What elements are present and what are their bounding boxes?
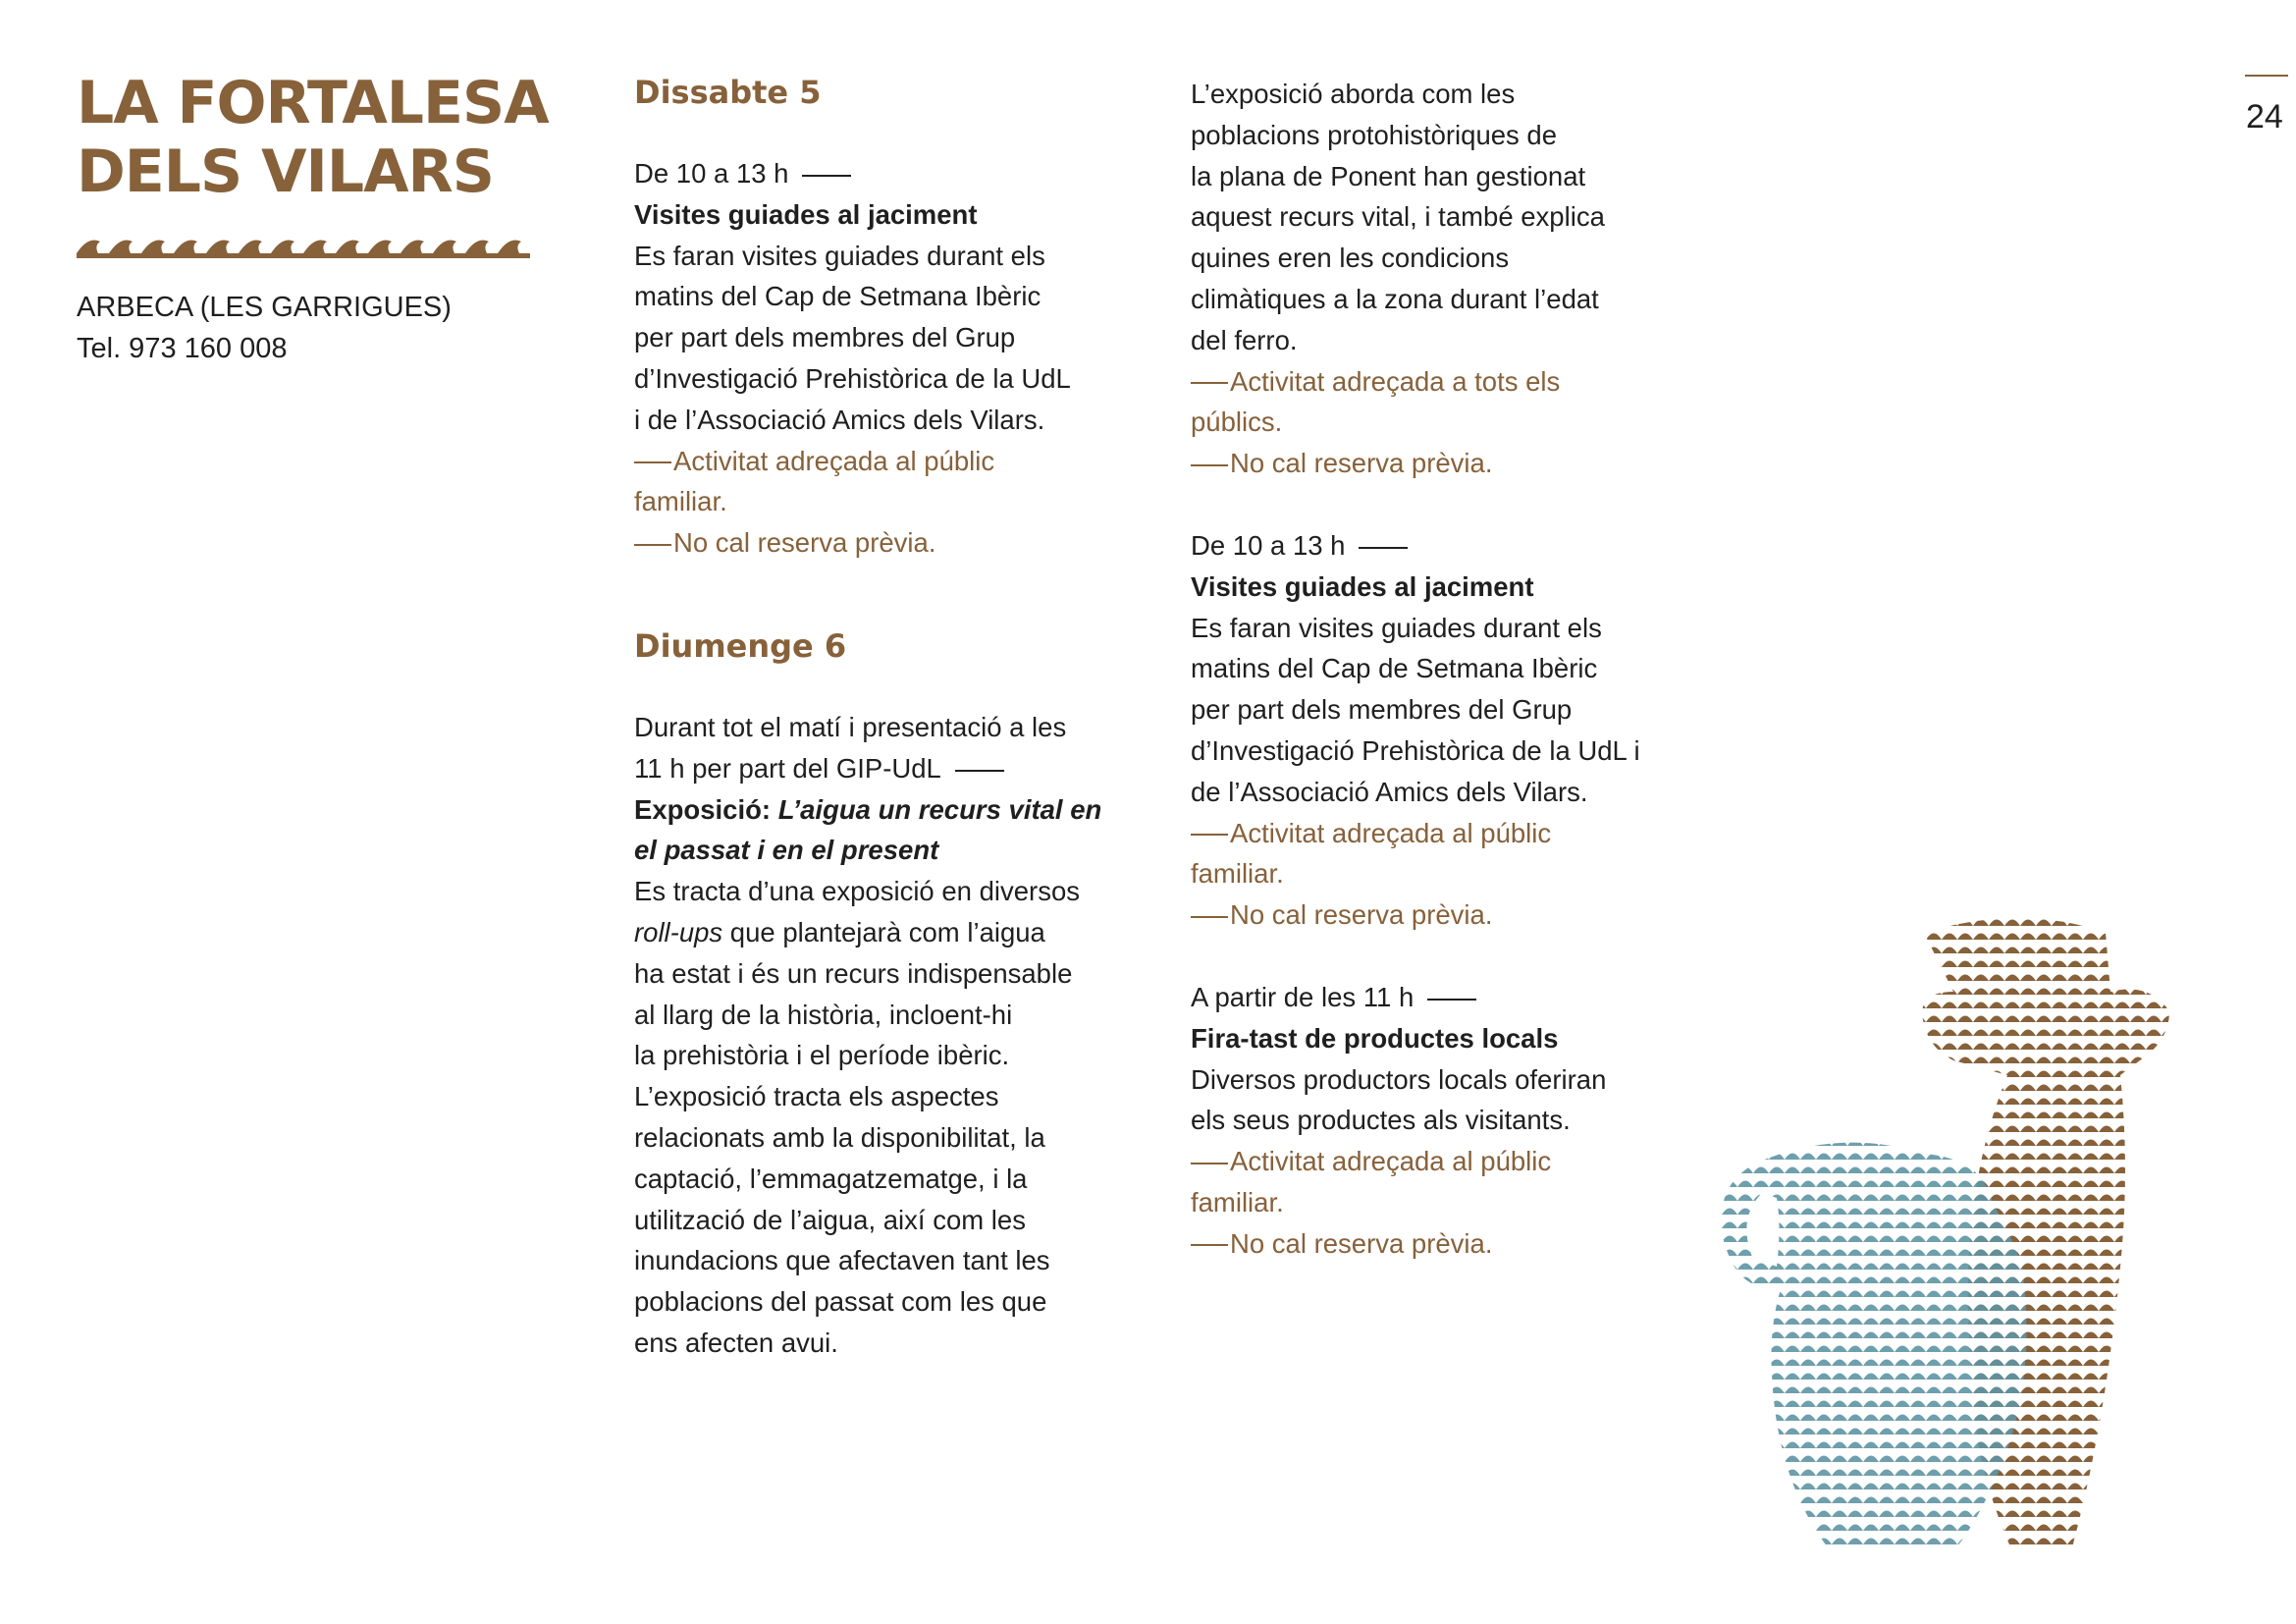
cont-line-6: del ferro. (1191, 324, 1298, 355)
saturday-audience-note (634, 441, 1145, 482)
sunday-line-first: Es tracta d’una exposició en diversos (634, 876, 1080, 907)
sunday-line-1: al llarg de la història, incloent-hi (634, 999, 1013, 1030)
sunday-line-2: la prehistòria i el període ibèric. (634, 1040, 1010, 1071)
visit-line-1: matins del Cap de Setmana Ibèric (1191, 653, 1598, 684)
fair-note1-line1: Activitat adreçada al públic (1230, 1146, 1552, 1177)
saturday-note2-text: No cal reserva prèvia. (673, 527, 936, 559)
cont-line-0: L’exposició aborda com les (1191, 79, 1516, 109)
dash-divider (802, 175, 851, 177)
saturday-audience-note-2: familiar. (634, 486, 727, 517)
cont-line-1: poblacions protohistòriques de (1191, 119, 1558, 150)
page-number-rule (2245, 75, 2288, 77)
column-continued (1191, 74, 1740, 1265)
sunday-line-0: ha estat i és un recurs indispensable (634, 957, 1073, 989)
sunday-line-8: poblacions del passat com les que (634, 1286, 1047, 1318)
cont-line-5: climàtiques a la zona durant l’edat (1191, 283, 1599, 314)
saturday-note1-line1: Activitat adreçada al públic (673, 445, 995, 476)
column-saturday-sunday (634, 71, 1145, 1364)
visit-note2-text: No cal reserva prèvia. (1230, 899, 1493, 931)
rollups-rest: que plantejarà com l’aigua (722, 916, 1045, 947)
page-title (77, 69, 549, 206)
dash-divider (1359, 547, 1408, 549)
wave-divider-icon (77, 232, 530, 261)
cont-line-3: aquest recurs vital, i també explica (1191, 201, 1605, 233)
saturday-time (634, 153, 1145, 194)
visit-audience-note-2: familiar. (1191, 858, 1284, 890)
page-number: 24 (2246, 98, 2283, 135)
saturday-line-2: per part dels membres del Grup (634, 322, 1016, 353)
saturday-line-3: d’Investigació Prehistòrica de la UdL (634, 362, 1071, 394)
visit-line-4: de l’Associació Amics dels Vilars. (1191, 776, 1588, 807)
saturday-line-4: i de l’Associació Amics dels Vilars. (634, 404, 1045, 435)
sunday-line-9: ens afecten avui. (634, 1326, 838, 1358)
location-text: ARBECA (LES GARRIGUES) (77, 292, 452, 323)
rollups-italic: roll-ups (634, 916, 723, 947)
exhibition-prefix: Exposició: (634, 793, 772, 825)
fair-audience-note-2: familiar. (1191, 1186, 1284, 1218)
sunday-event-title (634, 789, 1145, 831)
exhibition-title-line-1: L’aigua un recurs vital en (777, 793, 1102, 825)
fair-reservation-note (1191, 1223, 1740, 1265)
visit-note1-line1: Activitat adreçada al públic (1230, 817, 1552, 848)
sunday-time-line-2-text: 11 h per part del GIP-UdL (634, 752, 941, 784)
cont-reservation-note (1191, 443, 1740, 484)
fair-line-0: Diversos productors locals oferiran (1191, 1063, 1607, 1095)
cont-line-2: la plana de Ponent han gestionat (1191, 160, 1586, 191)
dash-divider (955, 770, 1004, 772)
sunday-line-4: relacionats amb la disponibilitat, la (634, 1121, 1045, 1153)
cont-audience-note (1191, 361, 1740, 403)
sunday-line-rollups (634, 912, 1145, 953)
saturday-line-1: matins del Cap de Setmana Ibèric (634, 281, 1041, 312)
saturday-heading: Dissabte 5 (634, 74, 822, 111)
amphora-jug-illustration (1659, 913, 2248, 1561)
saturday-reservation-note (634, 522, 1145, 564)
visit-time-text: De 10 a 13 h (1191, 529, 1346, 561)
exhibition-title-line-2: el passat i en el present (634, 835, 939, 866)
phone-text: Tel. 973 160 008 (77, 333, 288, 364)
cont-note1-line1: Activitat adreçada a tots els (1230, 365, 1561, 397)
location-block (77, 287, 452, 369)
sunday-event-title-2 (634, 830, 1145, 871)
fair-line-1: els seus productes als visitants. (1191, 1105, 1571, 1136)
sunday-line-3: L’exposició tracta els aspectes (634, 1081, 999, 1112)
visit-line-3: d’Investigació Prehistòrica de la UdL i (1191, 734, 1640, 766)
fair-time (1191, 977, 1740, 1018)
visit-event-title: Visites guiades al jaciment (1191, 570, 1534, 602)
title-line-1: LA FORTALESA (77, 69, 549, 137)
sunday-time-line-1: Durant tot el matí i presentació a les (634, 711, 1067, 742)
sunday-line-5: captació, l’emmagatzematge, i la (634, 1163, 1028, 1194)
sunday-line-6: utilització de l’aigua, així com les (634, 1204, 1026, 1235)
dash-divider (1427, 999, 1476, 1001)
visit-audience-note (1191, 813, 1740, 854)
visit-line-2: per part dels membres del Grup (1191, 694, 1573, 726)
fair-audience-note (1191, 1141, 1740, 1182)
fair-event-title: Fira-tast de productes locals (1191, 1022, 1559, 1054)
cont-audience-note-2: públics. (1191, 406, 1283, 438)
cont-line-4: quines eren les condicions (1191, 243, 1510, 274)
cont-note2-text: No cal reserva prèvia. (1230, 448, 1493, 479)
sunday-time-line-2 (634, 748, 1145, 789)
sunday-line-7: inundacions que afectaven tant les (634, 1245, 1050, 1276)
saturday-time-text: De 10 a 13 h (634, 158, 789, 189)
sunday-heading: Diumenge 6 (634, 626, 847, 665)
visit-line-0: Es faran visites guiades durant els (1191, 612, 1602, 643)
visit-reservation-note (1191, 894, 1740, 936)
fair-note2-text: No cal reserva prèvia. (1230, 1227, 1493, 1259)
saturday-event-title: Visites guiades al jaciment (634, 198, 978, 230)
visit-time (1191, 525, 1740, 567)
title-line-2: DELS VILARS (77, 137, 494, 206)
fair-time-text: A partir de les 11 h (1191, 981, 1415, 1012)
saturday-line-0: Es faran visites guiades durant els (634, 240, 1045, 271)
